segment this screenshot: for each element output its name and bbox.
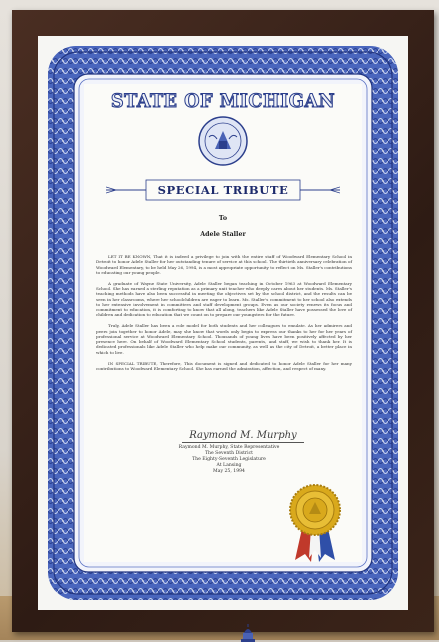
signer-block: [154, 445, 304, 475]
signature-script: Raymond M. Murphy: [189, 430, 297, 441]
certificate: [48, 46, 398, 600]
tribute-body: [96, 254, 352, 377]
gold-foil-seal-icon: [289, 484, 341, 562]
tribute-paragraph: A graduate of Wayne State University, Adele Staller began teaching in October 1963 at Woodward Elementary School. She has earned a sterling reputation as a primary unit teacher who deeply cares about her students. Ms. Staller's teaching methods have also been successful in meeting the objectives set by the school district, and the results can be seen in her classrooms, where her schoolchildren are eager to learn. Ms. Staller's commitment to her school also extends to her extensive involvement in committees and staff development groups. Even as our society renews its focus and commitment to education, it is comforting to know that all along, teachers like Adele Staller have possessed the love of children and dedication to education that we count on to prepare our youngsters for the future.: [96, 280, 352, 318]
frame-mat: [38, 36, 408, 610]
signature: [182, 430, 304, 443]
state-heading: STATE OF MICHIGAN: [110, 90, 336, 112]
tribute-banner: [106, 179, 340, 201]
tribute-paragraph: Truly, Adele Staller has been a role model for both students and her colleagues to emulate. As her admirers and peers join together to honor Adele, may she know that words only begin to express our thanks to her for her years of professional service at Woodward Elementary School. Thousands of young lives have been positively affected by her presence here. On behalf of Woodward Elementary School students, parents, and staff, we wish to thank her. It is dedicated professionals like Adele Staller who help make our community, as well as the city of Detroit, a better place in which to live.: [96, 323, 352, 355]
signer-line: Raymond M. Murphy, State Representative: [178, 445, 280, 450]
michigan-great-seal-icon: [197, 115, 249, 167]
signer-line: At Lansing: [216, 463, 242, 468]
picture-frame: [12, 10, 434, 632]
certificate-paper: [84, 84, 362, 562]
tribute-title: SPECIAL TRIBUTE: [157, 183, 289, 197]
recipient-name: Adele Staller: [200, 231, 246, 238]
signer-line: The Eighty-Seventh Legislature: [192, 457, 266, 462]
capitol-dome-icon: [241, 624, 255, 642]
signature-rule: [182, 442, 304, 443]
tribute-paragraph: LET IT BE KNOWN, That it is indeed a privilege to join with the entire staff of Woodward Elementary School in Detroit to honor Adele Staller for her outstanding tenure of service at this school. The thirtieth anniversary celebration of Woodward Elementary, to be held May 26, 1994, is a most appropriate opportunity to reflect on Ms. Staller's contributions to educating our young people.: [96, 254, 352, 275]
tribute-paragraph: IN SPECIAL TRIBUTE, Therefore, This document is signed and dedicated to honor Adele Staller for her many contributions to Woodward Elementary School. She has earned the admiration, affection, and respect of many.: [96, 360, 352, 371]
to-label: To: [218, 215, 228, 222]
signer-line: The Seventh District: [204, 451, 254, 456]
signer-line: May 25, 1994: [213, 469, 245, 474]
